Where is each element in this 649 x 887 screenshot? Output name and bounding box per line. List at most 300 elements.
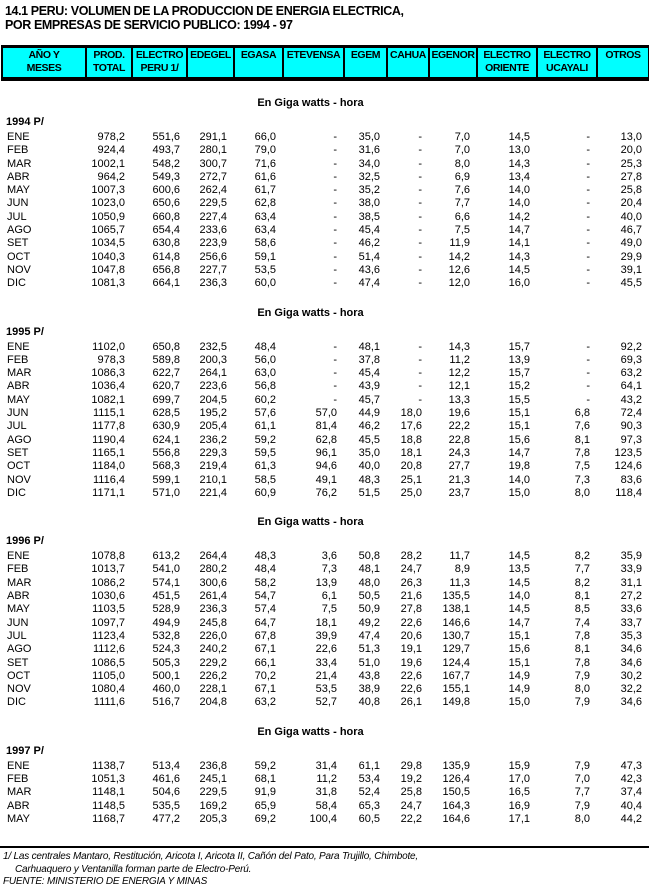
table-row: [2, 237, 649, 250]
value-cell: 7,9: [574, 696, 590, 709]
value-cell: 64,7: [254, 616, 276, 629]
value-cell: 650,6: [152, 197, 180, 210]
value-cell: 7,0: [574, 772, 590, 785]
value-cell: 7,5: [454, 224, 470, 237]
value-cell: 60,9: [254, 486, 276, 499]
value-cell: 43,6: [358, 263, 380, 276]
month-cell: JUN: [7, 407, 29, 420]
month-cell: ENE: [7, 131, 30, 143]
month-cell: MAY: [7, 603, 31, 616]
value-cell: 1002,1: [91, 157, 125, 170]
value-cell: 46,7: [620, 224, 642, 237]
value-cell: 56,8: [254, 380, 276, 393]
value-cell: 22,6: [400, 616, 422, 629]
value-cell: 138,1: [442, 603, 470, 616]
value-cell: 210,1: [199, 473, 227, 486]
year-label: 1995 P/: [6, 325, 44, 338]
value-cell: 13,3: [448, 393, 470, 406]
value-cell: 26,3: [400, 576, 422, 589]
value-cell: 551,6: [152, 131, 180, 143]
value-cell: 15,1: [508, 656, 530, 669]
value-cell: 66,0: [254, 131, 276, 143]
value-cell: 35,0: [358, 131, 380, 143]
month-cell: MAR: [7, 367, 32, 380]
column-header: [387, 47, 429, 80]
value-cell: 45,5: [358, 433, 380, 446]
table-row: [2, 603, 649, 616]
value-cell: 233,6: [199, 224, 227, 237]
value-cell: 49,0: [620, 237, 642, 250]
value-cell: -: [586, 144, 590, 157]
month-cell: DIC: [7, 486, 26, 499]
value-cell: 69,3: [620, 353, 642, 366]
value-cell: 1081,3: [91, 277, 125, 290]
value-cell: 61,6: [254, 170, 276, 183]
value-cell: 13,9: [508, 353, 530, 366]
month-cell: MAY: [7, 184, 31, 197]
value-cell: 7,8: [574, 629, 590, 642]
value-cell: 630,8: [152, 237, 180, 250]
value-cell: 14,5: [508, 131, 530, 143]
value-cell: 45,5: [620, 277, 642, 290]
value-cell: 1171,1: [92, 486, 125, 499]
value-cell: 261,4: [199, 590, 227, 603]
month-cell: FEB: [7, 563, 29, 576]
table-row: [2, 367, 649, 380]
value-cell: 549,3: [152, 170, 180, 183]
value-cell: 236,3: [199, 277, 227, 290]
value-cell: 19,6: [448, 407, 470, 420]
value-cell: 7,7: [454, 197, 470, 210]
month-cell: SET: [7, 656, 29, 669]
value-cell: 67,1: [254, 643, 276, 656]
value-cell: 232,5: [199, 340, 227, 353]
value-cell: 14,7: [508, 446, 530, 459]
value-cell: 46,2: [358, 237, 380, 250]
value-cell: 8,0: [454, 157, 470, 170]
value-cell: 1138,7: [92, 759, 125, 772]
value-cell: 27,2: [620, 590, 642, 603]
value-cell: 15,5: [508, 393, 530, 406]
value-cell: 513,4: [152, 759, 180, 772]
value-cell: 100,4: [309, 812, 337, 825]
month-cell: MAR: [7, 576, 32, 589]
value-cell: 1102,0: [92, 340, 125, 353]
value-cell: 19,1: [400, 643, 422, 656]
value-cell: 262,4: [199, 184, 227, 197]
value-cell: 19,6: [400, 656, 422, 669]
table-row: [2, 197, 649, 210]
month-cell: JUN: [7, 616, 29, 629]
value-cell: 44,2: [620, 812, 642, 825]
month-cell: SET: [7, 237, 29, 250]
value-cell: 221,4: [199, 486, 227, 499]
year-label: 1996 P/: [6, 535, 44, 548]
value-cell: 91,9: [254, 786, 276, 799]
table-row: [2, 577, 649, 590]
column-header: [187, 47, 234, 80]
value-cell: 43,8: [358, 669, 380, 682]
month-cell: FEB: [7, 772, 29, 785]
column-header: [429, 47, 477, 80]
value-cell: 6,6: [454, 210, 470, 223]
value-cell: 48,4: [254, 340, 276, 353]
value-cell: -: [333, 380, 337, 393]
table-row: [2, 434, 649, 447]
month-cell: FEB: [7, 144, 29, 157]
column-header-line-1: ELECTRO: [543, 49, 591, 61]
value-cell: 15,7: [508, 340, 530, 353]
value-cell: 1168,7: [92, 812, 125, 825]
value-cell: -: [418, 353, 422, 366]
value-cell: 31,4: [315, 759, 337, 772]
value-cell: 129,7: [442, 643, 470, 656]
value-cell: 16,9: [508, 799, 530, 812]
month-cell: JUN: [7, 197, 29, 210]
year-label: 1997 P/: [6, 744, 44, 757]
table-row: [2, 224, 649, 237]
value-cell: 58,6: [254, 237, 276, 250]
value-cell: -: [333, 170, 337, 183]
value-cell: 48,1: [358, 563, 380, 576]
column-header-line-2: MESES: [26, 62, 62, 74]
value-cell: 8,1: [574, 590, 590, 603]
table-row: [2, 341, 649, 354]
value-cell: -: [418, 263, 422, 276]
value-cell: 1078,8: [91, 550, 125, 563]
value-cell: 149,8: [442, 696, 470, 709]
value-cell: 58,4: [315, 799, 337, 812]
value-cell: 7,0: [454, 144, 470, 157]
value-cell: 15,9: [508, 759, 530, 772]
value-cell: 245,8: [199, 616, 227, 629]
value-cell: 505,3: [152, 656, 180, 669]
value-cell: 20,0: [620, 144, 642, 157]
table-row: [2, 800, 649, 813]
month-cell: MAR: [7, 157, 32, 170]
table-row: [2, 144, 649, 157]
value-cell: -: [418, 367, 422, 380]
value-cell: 14,7: [508, 616, 530, 629]
value-cell: 11,2: [449, 353, 470, 366]
month-cell: AGO: [7, 643, 32, 656]
value-cell: 40,4: [620, 799, 642, 812]
column-header-line-1: PROD.: [93, 49, 125, 61]
value-cell: -: [418, 210, 422, 223]
value-cell: 49,1: [315, 473, 337, 486]
value-cell: 25,1: [400, 473, 422, 486]
unit-label: En Giga watts - hora: [257, 306, 364, 319]
value-cell: 25,8: [400, 786, 422, 799]
value-cell: 6,1: [321, 590, 337, 603]
value-cell: 535,5: [152, 799, 180, 812]
value-cell: 7,0: [454, 131, 470, 143]
value-cell: 167,7: [442, 669, 470, 682]
value-cell: 12,1: [448, 380, 470, 393]
value-cell: 461,6: [152, 772, 180, 785]
value-cell: 58,5: [254, 473, 276, 486]
table-row: [2, 394, 649, 407]
value-cell: 126,4: [442, 772, 470, 785]
value-cell: 532,8: [152, 629, 180, 642]
value-cell: -: [418, 131, 422, 143]
value-cell: -: [418, 237, 422, 250]
column-header-line-1: EGENOR: [431, 49, 475, 61]
value-cell: 13,9: [315, 576, 337, 589]
value-cell: -: [586, 224, 590, 237]
value-cell: -: [333, 263, 337, 276]
value-cell: 27,7: [448, 460, 470, 473]
value-cell: 699,7: [152, 393, 180, 406]
value-cell: 26,1: [400, 696, 422, 709]
value-cell: 14,5: [508, 603, 530, 616]
table-row: [2, 643, 649, 656]
value-cell: 16,5: [508, 786, 530, 799]
value-cell: 1116,4: [92, 473, 125, 486]
value-cell: 47,3: [620, 759, 642, 772]
value-cell: 7,9: [574, 759, 590, 772]
value-cell: -: [333, 393, 337, 406]
column-header: [234, 47, 283, 80]
value-cell: 1184,0: [92, 460, 125, 473]
value-cell: 124,4: [442, 656, 470, 669]
value-cell: -: [586, 197, 590, 210]
value-cell: 20,4: [620, 197, 642, 210]
month-cell: NOV: [7, 473, 31, 486]
value-cell: 8,0: [574, 486, 590, 499]
value-cell: 15,0: [508, 696, 530, 709]
value-cell: 1065,7: [91, 224, 125, 237]
value-cell: 20,6: [400, 629, 422, 642]
value-cell: -: [586, 184, 590, 197]
value-cell: 60,2: [254, 393, 276, 406]
value-cell: 22,8: [448, 433, 470, 446]
value-cell: 28,2: [400, 550, 422, 563]
value-cell: 64,1: [620, 380, 642, 393]
value-cell: 42,3: [620, 772, 642, 785]
value-cell: 22,2: [400, 812, 422, 825]
value-cell: 54,7: [254, 590, 276, 603]
month-cell: OCT: [7, 669, 31, 682]
value-cell: 59,2: [254, 759, 276, 772]
value-cell: 1080,4: [91, 683, 125, 696]
value-cell: 14,3: [508, 157, 530, 170]
value-cell: -: [418, 184, 422, 197]
value-cell: 7,7: [574, 786, 590, 799]
value-cell: 22,6: [400, 683, 422, 696]
value-cell: -: [418, 277, 422, 290]
value-cell: 924,4: [97, 144, 125, 157]
value-cell: 96,1: [315, 446, 337, 459]
value-cell: 223,9: [199, 237, 227, 250]
value-cell: 19,8: [508, 460, 530, 473]
value-cell: 236,8: [199, 759, 227, 772]
value-cell: 204,5: [199, 393, 227, 406]
month-cell: SET: [7, 446, 29, 459]
value-cell: 1034,5: [91, 237, 125, 250]
value-cell: 59,2: [254, 433, 276, 446]
table-row: [2, 158, 649, 171]
table-row: [2, 813, 649, 826]
value-cell: 6,9: [454, 170, 470, 183]
footnote-line-2: Carhuaquero y Ventanilla forman parte de Electro-Perú.: [15, 863, 252, 875]
value-cell: 23,7: [448, 486, 470, 499]
value-cell: 39,1: [620, 263, 642, 276]
month-cell: MAR: [7, 786, 32, 799]
value-cell: 15,6: [508, 643, 530, 656]
value-cell: 21,3: [448, 473, 470, 486]
unit-row: [2, 79, 649, 114]
value-cell: -: [333, 250, 337, 263]
table-row: [2, 683, 649, 696]
value-cell: 51,0: [358, 656, 380, 669]
value-cell: 630,9: [152, 420, 180, 433]
value-cell: 14,7: [508, 224, 530, 237]
value-cell: 38,9: [358, 683, 380, 696]
value-cell: 568,3: [152, 460, 180, 473]
value-cell: 25,8: [620, 184, 642, 197]
value-cell: 60,0: [254, 277, 276, 290]
value-cell: 15,7: [508, 367, 530, 380]
column-header: [344, 47, 387, 80]
value-cell: 69,2: [254, 812, 276, 825]
table-row: [2, 670, 649, 683]
value-cell: 300,7: [199, 157, 227, 170]
table-row: [2, 380, 649, 393]
value-cell: 229,5: [199, 786, 227, 799]
table-row: [2, 264, 649, 277]
value-cell: 16,0: [508, 277, 530, 290]
value-cell: 34,6: [620, 643, 642, 656]
year-row: [2, 533, 649, 550]
value-cell: 14,9: [508, 669, 530, 682]
value-cell: 61,7: [254, 184, 276, 197]
table-row: [2, 474, 649, 487]
value-cell: 11,7: [449, 550, 470, 563]
value-cell: 39,9: [315, 629, 337, 642]
column-header: [283, 47, 344, 80]
value-cell: 654,4: [152, 224, 180, 237]
table-row: [2, 617, 649, 630]
value-cell: 1190,4: [92, 433, 125, 446]
year-row: [2, 743, 649, 760]
month-cell: AGO: [7, 433, 32, 446]
value-cell: 18,8: [400, 433, 422, 446]
value-cell: 24,7: [400, 563, 422, 576]
value-cell: -: [418, 224, 422, 237]
unit-label: En Giga watts - hora: [257, 97, 364, 109]
value-cell: 71,6: [254, 157, 276, 170]
value-cell: 13,4: [508, 170, 530, 183]
value-cell: 8,2: [574, 576, 590, 589]
value-cell: 67,1: [254, 683, 276, 696]
table-row: [2, 131, 649, 144]
value-cell: 14,5: [508, 263, 530, 276]
value-cell: -: [333, 277, 337, 290]
value-cell: 1050,9: [91, 210, 125, 223]
value-cell: 264,1: [199, 367, 227, 380]
value-cell: 48,3: [358, 473, 380, 486]
value-cell: 169,2: [199, 799, 227, 812]
value-cell: 11,9: [449, 237, 470, 250]
value-cell: -: [586, 170, 590, 183]
column-header-line-1: AÑO Y: [28, 49, 60, 61]
month-cell: DIC: [7, 277, 26, 290]
value-cell: 504,6: [152, 786, 180, 799]
value-cell: 14,5: [508, 550, 530, 563]
column-header: [477, 47, 537, 80]
value-cell: 14,0: [508, 473, 530, 486]
value-cell: 229,2: [199, 656, 227, 669]
value-cell: 19,2: [400, 772, 422, 785]
value-cell: 123,5: [614, 446, 642, 459]
value-cell: 205,4: [199, 420, 227, 433]
value-cell: 256,6: [199, 250, 227, 263]
value-cell: -: [333, 197, 337, 210]
value-cell: 1111,6: [93, 696, 125, 709]
value-cell: 11,2: [316, 772, 337, 785]
value-cell: 50,5: [358, 590, 380, 603]
value-cell: 622,7: [152, 367, 180, 380]
value-cell: 7,7: [574, 563, 590, 576]
value-cell: 68,1: [254, 772, 276, 785]
value-cell: 14,1: [508, 237, 530, 250]
value-cell: 15,1: [508, 420, 530, 433]
value-cell: 59,1: [254, 250, 276, 263]
value-cell: 46,2: [358, 420, 380, 433]
value-cell: 15,0: [508, 486, 530, 499]
value-cell: 31,8: [315, 786, 337, 799]
value-cell: 15,2: [508, 380, 530, 393]
value-cell: 1047,8: [91, 263, 125, 276]
value-cell: -: [586, 157, 590, 170]
header-row: [2, 47, 649, 80]
value-cell: 978,3: [97, 353, 125, 366]
value-cell: 21,4: [315, 669, 337, 682]
value-cell: 229,5: [199, 197, 227, 210]
value-cell: 516,7: [152, 696, 180, 709]
footnote-source: FUENTE: MINISTERIO DE ENERGIA Y MINAS: [3, 876, 208, 887]
value-cell: 25,0: [400, 486, 422, 499]
value-cell: 280,1: [199, 144, 227, 157]
value-cell: 620,7: [152, 380, 180, 393]
month-cell: JUL: [7, 629, 27, 642]
value-cell: -: [333, 131, 337, 143]
value-cell: 15,6: [508, 433, 530, 446]
value-cell: 57,4: [254, 603, 276, 616]
value-cell: 94,6: [315, 460, 337, 473]
table-row: [2, 563, 649, 576]
value-cell: -: [333, 144, 337, 157]
value-cell: 50,9: [358, 603, 380, 616]
table-row: [2, 354, 649, 367]
value-cell: -: [418, 250, 422, 263]
value-cell: 219,4: [199, 460, 227, 473]
value-cell: 38,5: [358, 210, 380, 223]
value-cell: -: [418, 380, 422, 393]
value-cell: 72,4: [620, 407, 642, 420]
value-cell: -: [333, 353, 337, 366]
value-cell: 81,4: [315, 420, 337, 433]
value-cell: 135,5: [442, 590, 470, 603]
value-cell: 1086,2: [91, 576, 125, 589]
value-cell: 48,1: [358, 340, 380, 353]
value-cell: 92,2: [620, 340, 642, 353]
value-cell: 83,6: [620, 473, 642, 486]
value-cell: 500,1: [152, 669, 180, 682]
value-cell: 291,1: [199, 131, 227, 143]
value-cell: 12,6: [448, 263, 470, 276]
